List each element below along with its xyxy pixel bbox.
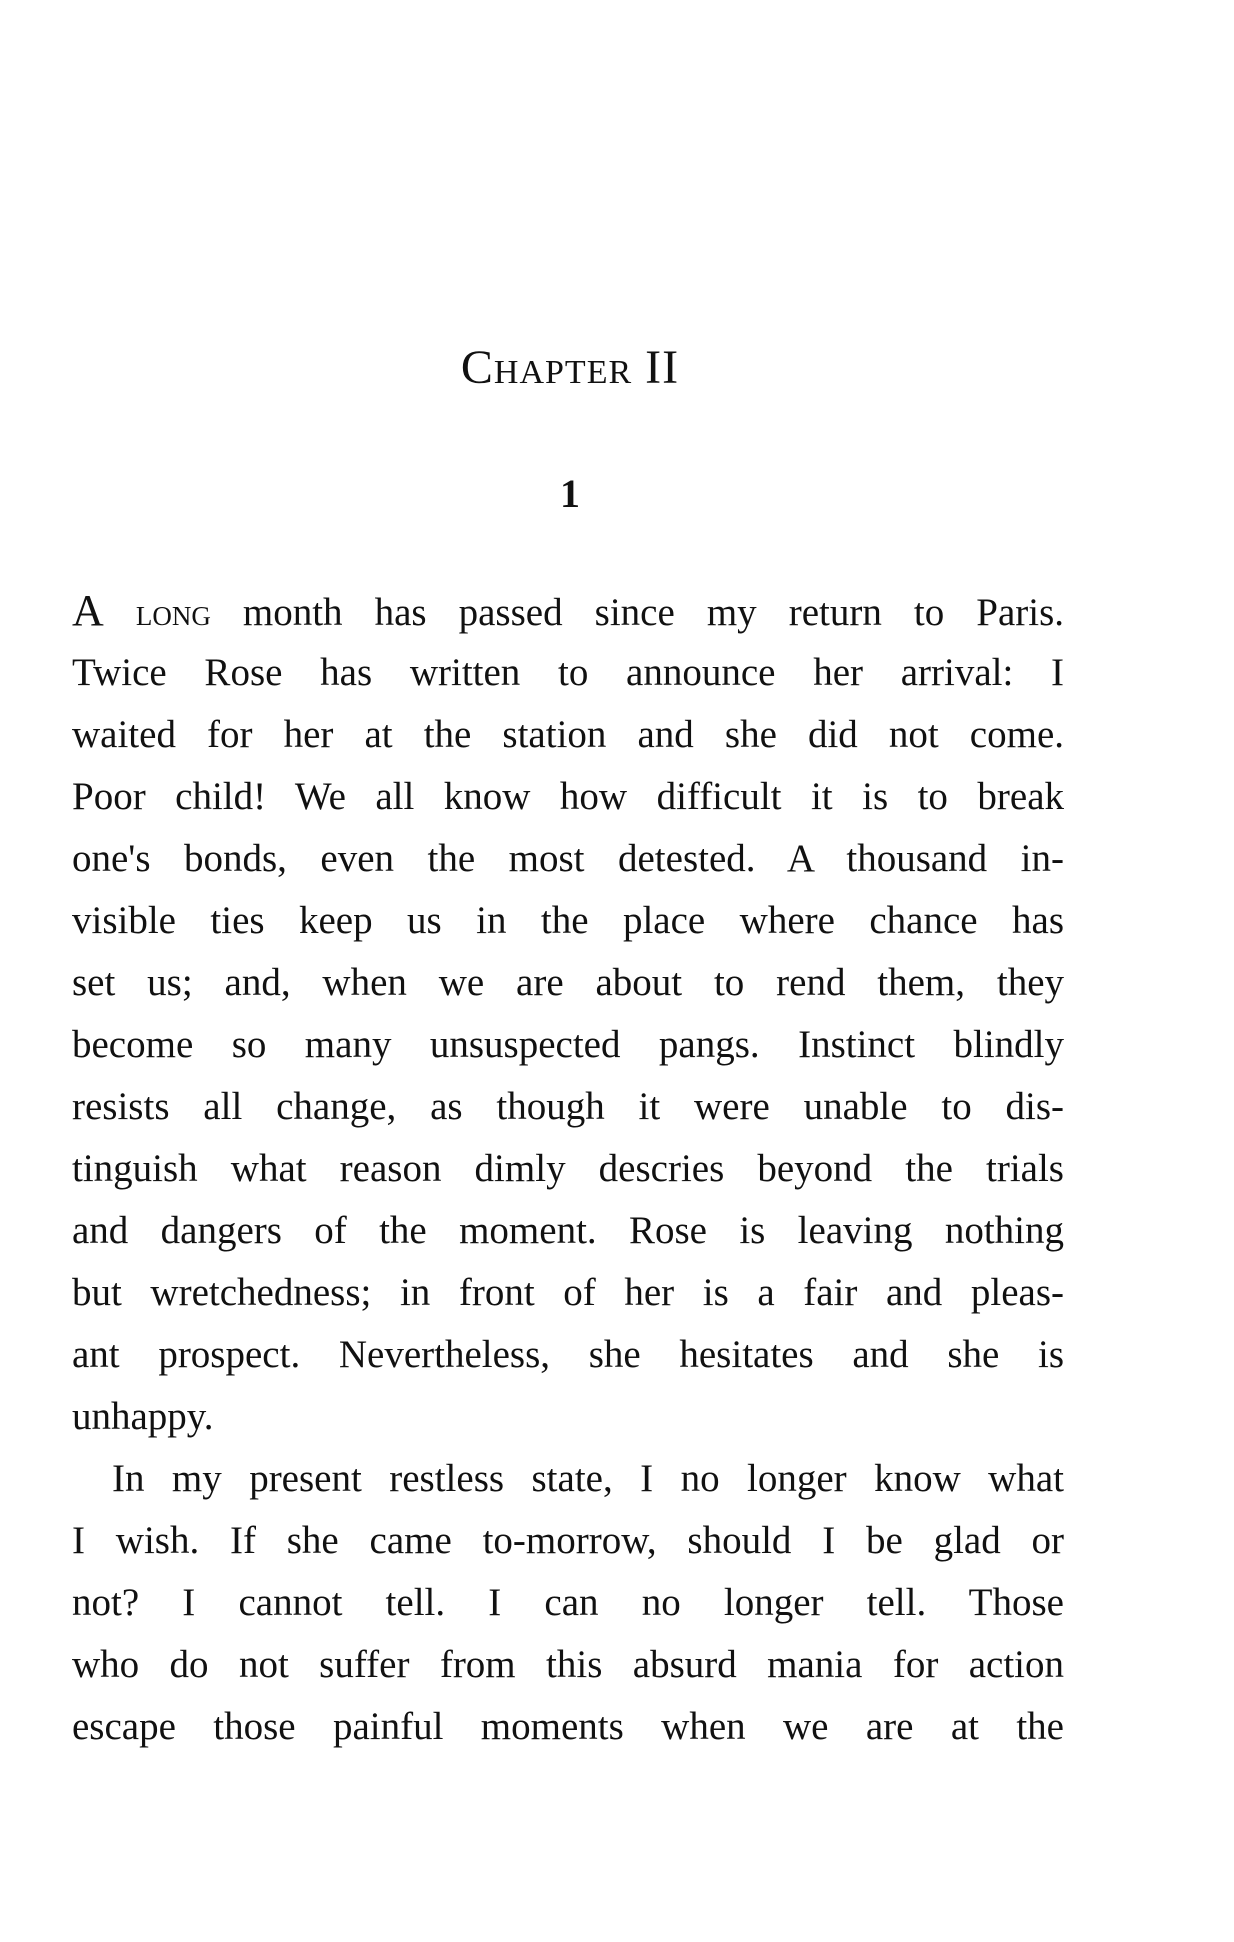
chapter-heading: Chapter II bbox=[460, 341, 680, 394]
body-text bbox=[72, 580, 1064, 1758]
text-line bbox=[72, 580, 1064, 642]
text-line: resists all change, as though it were unable to dis- bbox=[72, 1085, 1064, 1128]
line-text: month has passed since my return to Paris. bbox=[242, 591, 1064, 634]
text-line: Poor child! We all know how difficult it is to break bbox=[72, 775, 1064, 818]
text-line: ant prospect. Nevertheless, she hesitates and she is bbox=[72, 1333, 1064, 1376]
text-line: set us; and, when we are about to rend them, they bbox=[72, 961, 1064, 1004]
text-line: I wish. If she came to-morrow, should I be glad or bbox=[72, 1519, 1064, 1562]
text-line: one's bonds, even the most detested. A thousand in- bbox=[72, 837, 1064, 880]
text-line: Twice Rose has written to announce her arrival: I bbox=[72, 651, 1064, 694]
text-line: not? I cannot tell. I can no longer tell. Those bbox=[72, 1581, 1064, 1624]
text-line: visible ties keep us in the place where chance has bbox=[72, 899, 1064, 942]
drop-cap: A bbox=[72, 586, 104, 635]
text-line: waited for her at the station and she did not come. bbox=[72, 713, 1064, 756]
text-line: who do not suffer from this absurd mania for action bbox=[72, 1643, 1064, 1686]
section-number: 1 bbox=[560, 471, 580, 516]
small-caps-word: long bbox=[135, 592, 211, 634]
text-line: and dangers of the moment. Rose is leaving nothing bbox=[72, 1209, 1064, 1252]
text-line: but wretchedness; in front of her is a fair and pleas- bbox=[72, 1271, 1064, 1314]
text-line: become so many unsuspected pangs. Instinct blindly bbox=[72, 1023, 1064, 1066]
text-line: unhappy. bbox=[72, 1395, 214, 1438]
text-line: In my present restless state, I no longer know what bbox=[112, 1457, 1064, 1500]
text-line: tinguish what reason dimly descries beyond the trials bbox=[72, 1147, 1064, 1190]
text-line: escape those painful moments when we are at the bbox=[72, 1705, 1064, 1748]
